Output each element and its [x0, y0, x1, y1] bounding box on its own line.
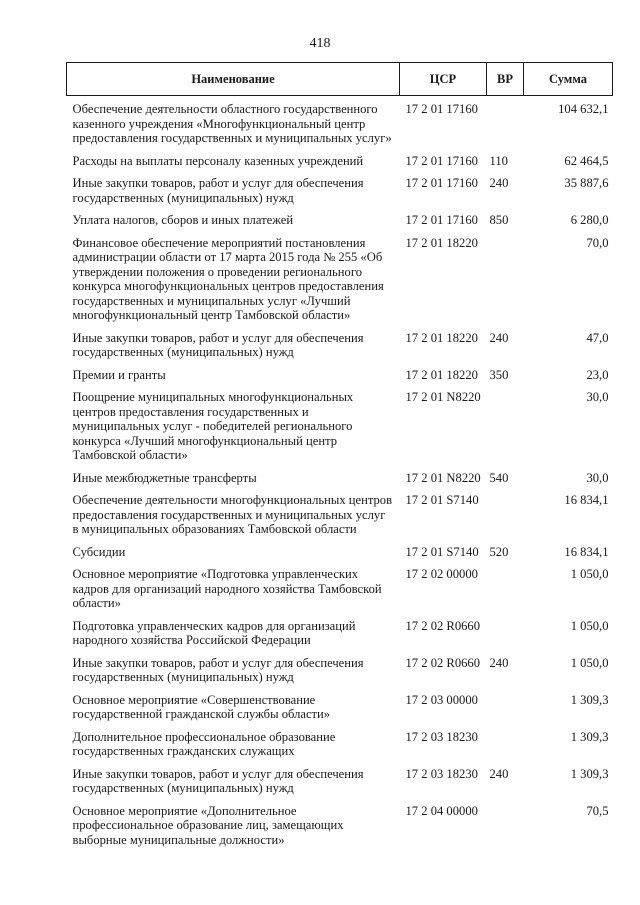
- row-name: Иные закупки товаров, работ и услуг для обеспечения государственных (муниципальных) нужд: [72, 330, 364, 359]
- row-name: Подготовка управленческих кадров для организаций народного хозяйства Российской Федерации: [72, 618, 356, 647]
- table-row: [67, 763, 613, 800]
- table-row: [67, 541, 613, 564]
- table-row: [67, 467, 613, 490]
- row-sum: 6 280,0: [570, 213, 609, 227]
- row-vr: [487, 689, 524, 726]
- table-row: [67, 563, 613, 615]
- table-row: [67, 232, 613, 327]
- row-csr: 17 2 01 S7140: [405, 493, 479, 507]
- row-vr: 520: [489, 544, 509, 559]
- row-csr: 17 2 02 R0660: [405, 655, 481, 670]
- table-row: [67, 364, 613, 387]
- row-vr: 110: [489, 153, 508, 168]
- table-row: [67, 726, 613, 763]
- row-name: Основное мероприятие «Подготовка управленческих кадров для организаций народного хозяйства Тамбовской области»: [72, 567, 382, 610]
- row-name: Основное мероприятие «Дополнительное профессиональное образование лиц, замещающих выборные муниципальные должности»: [72, 803, 344, 847]
- row-sum: 16 834,1: [564, 493, 609, 507]
- table-row: [67, 689, 613, 726]
- row-name: Иные закупки товаров, работ и услуг для обеспечения государственных (муниципальных) нужд: [72, 655, 364, 684]
- row-name: Обеспечение деятельности многофункциональных центров предоставления государственных и муниципальных услуг в муниципальных образованиях Тамбовской области: [72, 493, 393, 536]
- row-name: Финансовое обеспечение мероприятий постановления администрации области от 17 марта 2015 года № 255 «Об утверждении положения о проведении регионального конкурса многофункциональных центров предоставления государственных и муниципальных услуг «Лучший многофункциональный центр Тамбовской области»: [72, 235, 384, 322]
- row-csr: 17 2 02 00000: [405, 567, 478, 581]
- row-csr: 17 2 01 18220: [405, 235, 478, 250]
- page-number: 418: [309, 36, 331, 51]
- row-name: Обеспечение деятельности областного государственного казенного учреждения «Многофункциональный центр предоставления государственных и муниципальных услуг»: [72, 102, 392, 145]
- table-row: [67, 172, 613, 209]
- row-csr: 17 2 01 18220: [405, 330, 478, 345]
- column-header-csr: ЦСР: [400, 63, 487, 96]
- row-sum: 23,0: [586, 367, 609, 382]
- row-csr: 17 2 01 N8220: [405, 390, 481, 404]
- row-vr: 540: [489, 470, 509, 485]
- budget-table-container: [66, 62, 612, 851]
- row-sum: 1 309,3: [570, 766, 609, 781]
- table-row: [67, 489, 613, 541]
- row-vr: [487, 563, 524, 615]
- row-vr: 240: [489, 655, 509, 670]
- row-vr: 240: [489, 330, 509, 345]
- budget-table: [66, 62, 613, 851]
- row-sum: 1 050,0: [570, 567, 609, 581]
- row-vr: [487, 800, 524, 852]
- column-header-vr: ВР: [487, 63, 524, 96]
- row-sum: 70,5: [586, 803, 609, 818]
- row-name: Иные закупки товаров, работ и услуг для обеспечения государственных (муниципальных) нужд: [72, 176, 364, 205]
- table-row: [67, 615, 613, 652]
- row-sum: 30,0: [586, 470, 609, 485]
- row-sum: 16 834,1: [564, 544, 609, 559]
- row-csr: 17 2 03 18230: [405, 766, 478, 781]
- row-csr: 17 2 03 00000: [405, 692, 478, 707]
- row-vr: [487, 96, 524, 150]
- table-body: [67, 96, 613, 852]
- table-row: [67, 800, 613, 852]
- row-name: Иные закупки товаров, работ и услуг для обеспечения государственных (муниципальных) нужд: [72, 766, 364, 795]
- row-csr: 17 2 03 18230: [405, 729, 478, 744]
- row-name: Поощрение муниципальных многофункциональных центров предоставления государственных и муниципальных услуг - победителей регионального конкурса «Лучший многофункциональный центр Тамбовской области»: [72, 390, 354, 462]
- row-vr: 240: [489, 176, 509, 190]
- column-header-name: Наименование: [67, 63, 400, 96]
- table-header-row: [67, 63, 613, 96]
- row-name: Субсидии: [72, 544, 126, 559]
- row-vr: 350: [489, 367, 509, 382]
- table-row: [67, 327, 613, 364]
- table-row: [67, 96, 613, 150]
- row-sum: 47,0: [586, 330, 609, 345]
- table-row: [67, 209, 613, 232]
- row-sum: 1 309,3: [570, 692, 609, 707]
- row-csr: 17 2 01 18220: [405, 367, 478, 382]
- row-sum: 62 464,5: [564, 153, 609, 168]
- row-name: Расходы на выплаты персоналу казенных учреждений: [72, 153, 364, 168]
- row-csr: 17 2 01 S7140: [405, 544, 479, 559]
- row-sum: 1 050,0: [570, 618, 609, 633]
- row-csr: 17 2 01 17160: [405, 213, 478, 227]
- row-vr: 850: [489, 213, 509, 227]
- row-csr: 17 2 01 17160: [405, 102, 478, 116]
- table-row: [67, 652, 613, 689]
- row-sum: 35 887,6: [564, 176, 609, 190]
- row-name: Уплата налогов, сборов и иных платежей: [72, 213, 294, 227]
- row-vr: [487, 615, 524, 652]
- row-vr: 240: [489, 766, 509, 781]
- row-vr: [487, 489, 524, 541]
- row-vr: [487, 232, 524, 327]
- row-sum: 70,0: [586, 235, 609, 250]
- row-sum: 104 632,1: [558, 102, 609, 116]
- row-name: Иные межбюджетные трансферты: [72, 470, 257, 485]
- row-vr: [487, 386, 524, 467]
- row-name: Основное мероприятие «Совершенствование государственной гражданской службы области»: [72, 692, 331, 721]
- row-sum: 30,0: [586, 390, 609, 404]
- table-row: [67, 150, 613, 173]
- row-sum: 1 050,0: [570, 655, 609, 670]
- row-csr: 17 2 01 N8220: [405, 470, 481, 485]
- row-name: Премии и гранты: [72, 367, 166, 382]
- row-csr: 17 2 01 17160: [405, 176, 478, 190]
- row-csr: 17 2 02 R0660: [405, 618, 481, 633]
- row-vr: [487, 726, 524, 763]
- row-name: Дополнительное профессиональное образование государственных гражданских служащих: [72, 729, 336, 758]
- row-csr: 17 2 04 00000: [405, 803, 478, 818]
- row-csr: 17 2 01 17160: [405, 153, 478, 168]
- row-sum: 1 309,3: [570, 729, 609, 744]
- table-row: [67, 386, 613, 467]
- column-header-sum: Сумма: [524, 63, 613, 96]
